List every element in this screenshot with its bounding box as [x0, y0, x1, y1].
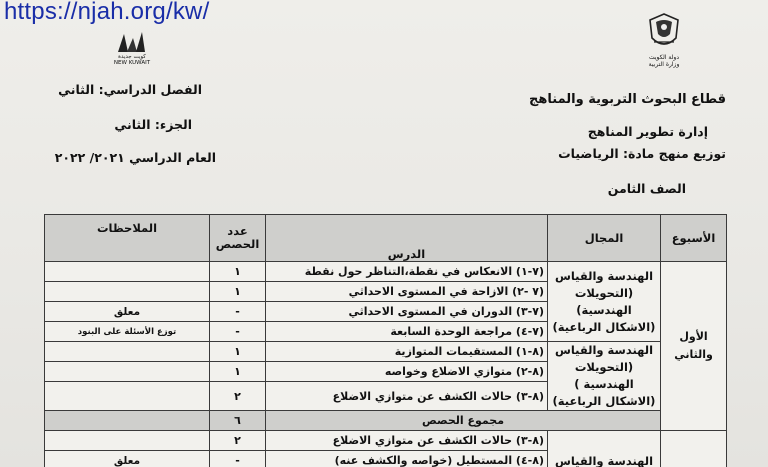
- new-kuwait-logo-icon: [114, 30, 148, 54]
- header-field: المجال: [548, 215, 661, 262]
- header-notes: الملاحظات: [45, 215, 210, 262]
- count-cell: ١: [210, 282, 266, 302]
- notes-cell: [45, 431, 210, 451]
- lesson-cell: (٨-٣) حالات الكشف عن متوازي الاضلاع: [266, 431, 548, 451]
- grade-label: الصف الثامن: [607, 181, 686, 196]
- kuwait-emblem-icon: [646, 12, 682, 52]
- table-row: [45, 342, 727, 362]
- school-year-label: العام الدراسي ٢٠٢١/ ٢٠٢٢: [54, 150, 216, 165]
- lesson-cell: (٧-٤) مراجعة الوحدة السابعة: [266, 322, 548, 342]
- emblem-caption-line2: وزارة التربية: [648, 61, 680, 68]
- header-week: الأسبوع: [661, 215, 727, 262]
- count-cell: ٢: [210, 431, 266, 451]
- table-row: [45, 431, 727, 451]
- new-kuwait-logo-caption: [110, 54, 154, 66]
- notes-cell: [45, 342, 210, 362]
- count-cell: ١: [210, 262, 266, 282]
- department-title: إدارة تطوير المناهج: [587, 124, 708, 139]
- total-row: [45, 411, 727, 431]
- table-header-row: [45, 215, 727, 262]
- subject-line: توزيع منهج مادة: الرياضيات: [558, 146, 726, 161]
- lesson-cell: (٨-١) المستقيمات المتوازية: [266, 342, 548, 362]
- field-cell: الهندسة والقياس: [548, 431, 661, 467]
- count-cell: -: [210, 302, 266, 322]
- lesson-cell: (٨-٤) المستطيل (خواصه والكشف عنه): [266, 451, 548, 467]
- header-count: عدد الحصص: [210, 215, 266, 262]
- logo-caption-line1: كويت جديدة: [118, 54, 146, 60]
- total-notes: [45, 411, 210, 431]
- sector-title: قطاع البحوث التربوية والمناهج: [529, 92, 726, 107]
- count-cell: ١: [210, 342, 266, 362]
- notes-cell: [45, 282, 210, 302]
- logo-caption-line2: NEW KUWAIT: [113, 60, 151, 66]
- count-cell: -: [210, 322, 266, 342]
- total-label: مجموع الحصص: [266, 411, 661, 431]
- lesson-cell: (٧-١) الانعكاس في نقطة،التناظر حول نقطة: [266, 262, 548, 282]
- semester-label: الفصل الدراسي: الثاني: [58, 82, 202, 97]
- field-cell: الهندسة والقياس (التحويلات الهندسية) (الاشكال الرباعية): [548, 262, 661, 342]
- week-cell: [661, 431, 727, 467]
- header-lesson: الدرس: [266, 215, 548, 262]
- table-row: [45, 262, 727, 282]
- count-cell: -: [210, 451, 266, 467]
- field-cell: الهندسة والقياس (التحويلات الهندسية ) (الاشكال الرباعية): [548, 342, 661, 411]
- notes-cell: معلق: [45, 302, 210, 322]
- notes-cell: [45, 362, 210, 382]
- count-cell: ١: [210, 362, 266, 382]
- count-cell: ٢: [210, 382, 266, 411]
- notes-cell: [45, 262, 210, 282]
- emblem-caption: [636, 54, 692, 68]
- emblem-caption-line1: دولة الكويت: [649, 54, 679, 61]
- lesson-cell: (٨-٣) حالات الكشف عن متوازي الاضلاع: [266, 382, 548, 411]
- curriculum-schedule-table: [44, 214, 727, 467]
- lesson-cell: (٧-٣) الدوران في المستوى الاحداثي: [266, 302, 548, 322]
- notes-cell: معلق: [45, 451, 210, 467]
- watermark-url[interactable]: https://njah.org/kw/: [4, 0, 210, 25]
- total-count: ٦: [210, 411, 266, 431]
- lesson-cell: (٨-٢) متوازي الاضلاع وخواصه: [266, 362, 548, 382]
- part-label: الجزء: الثاني: [114, 117, 192, 132]
- lesson-cell: (٧ -٢) الازاحة في المستوى الاحداثي: [266, 282, 548, 302]
- week-cell: الأول والثاني: [661, 262, 727, 431]
- notes-cell: توزع الأسئلة على البنود: [45, 322, 210, 342]
- notes-cell: [45, 382, 210, 411]
